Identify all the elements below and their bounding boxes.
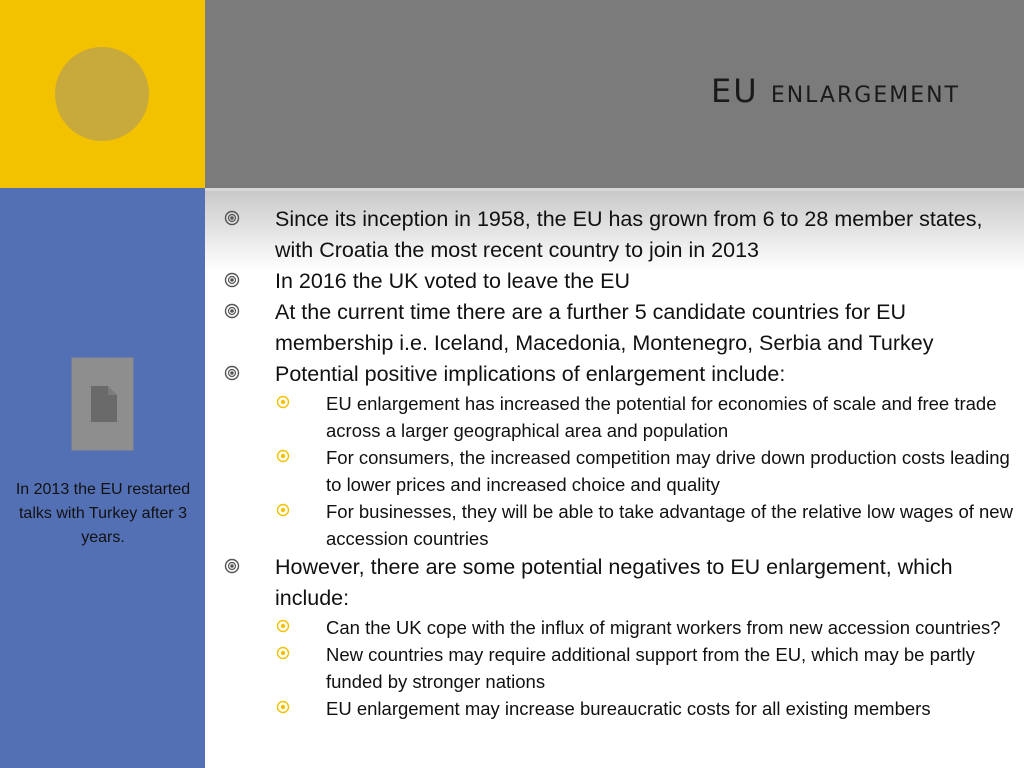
slide-title-cap: EU xyxy=(711,72,759,110)
bullet-item xyxy=(220,552,1015,614)
sub-bullet-text: For consumers, the increased competition may drive down production costs leading to lower prices and increased choice and quality xyxy=(326,447,1010,495)
bullet-list xyxy=(220,204,1015,722)
bullet-circle-icon xyxy=(224,558,240,574)
sub-bullet-item xyxy=(220,444,1015,498)
bullet-text: However, there are some potential negatives to EU enlargement, which include: xyxy=(275,555,953,610)
sub-bullet-text: For businesses, they will be able to take advantage of the relative low wages of new accession countries xyxy=(326,501,1013,549)
bullet-text: At the current time there are a further 5 candidate countries for EU membership i.e. Iceland, Macedonia, Montenegro, Serbia and Turkey xyxy=(275,300,934,355)
bullet-text: In 2016 the UK voted to leave the EU xyxy=(275,269,630,293)
bullet-item xyxy=(220,204,1015,266)
sub-bullet-text: EU enlargement may increase bureaucratic costs for all existing members xyxy=(326,698,931,719)
document-icon xyxy=(91,386,117,422)
sub-bullet-item xyxy=(220,641,1015,695)
title-bar xyxy=(205,0,1024,188)
sub-bullet-item xyxy=(220,498,1015,552)
sub-bullet-circle-icon xyxy=(276,619,290,633)
side-caption: In 2013 the EU restarted talks with Turkey after 3 years. xyxy=(15,481,191,546)
bullet-text: Since its inception in 1958, the EU has grown from 6 to 28 member states, with Croatia the most recent country to join in 2013 xyxy=(275,207,983,262)
sub-bullet-circle-icon xyxy=(276,646,290,660)
sub-bullet-text: EU enlargement has increased the potential for economies of scale and free trade across a larger geographical area and population xyxy=(326,393,997,441)
sub-bullet-circle-icon xyxy=(276,395,290,409)
sub-bullet-text: New countries may require additional support from the EU, which may be partly funded by stronger nations xyxy=(326,644,975,692)
bullet-item xyxy=(220,359,1015,390)
sub-bullet-item xyxy=(220,695,1015,722)
bullet-circle-icon xyxy=(224,303,240,319)
bullet-item xyxy=(220,297,1015,359)
slide-title xyxy=(711,72,960,110)
slide-title-rest: ENLARGEMENT xyxy=(770,83,960,108)
decorative-circle xyxy=(55,47,149,141)
sub-bullet-circle-icon xyxy=(276,449,290,463)
sub-bullet-circle-icon xyxy=(276,700,290,714)
bullet-circle-icon xyxy=(224,365,240,381)
bullet-circle-icon xyxy=(224,272,240,288)
sub-bullet-item xyxy=(220,614,1015,641)
bullet-text: Potential positive implications of enlargement include: xyxy=(275,362,786,386)
sub-bullet-circle-icon xyxy=(276,503,290,517)
bullet-item xyxy=(220,266,1015,297)
yellow-corner-block xyxy=(0,0,205,188)
sub-bullet-item xyxy=(220,390,1015,444)
image-placeholder xyxy=(71,357,134,451)
sub-bullet-text: Can the UK cope with the influx of migrant workers from new accession countries? xyxy=(326,617,1001,638)
bullet-circle-icon xyxy=(224,210,240,226)
